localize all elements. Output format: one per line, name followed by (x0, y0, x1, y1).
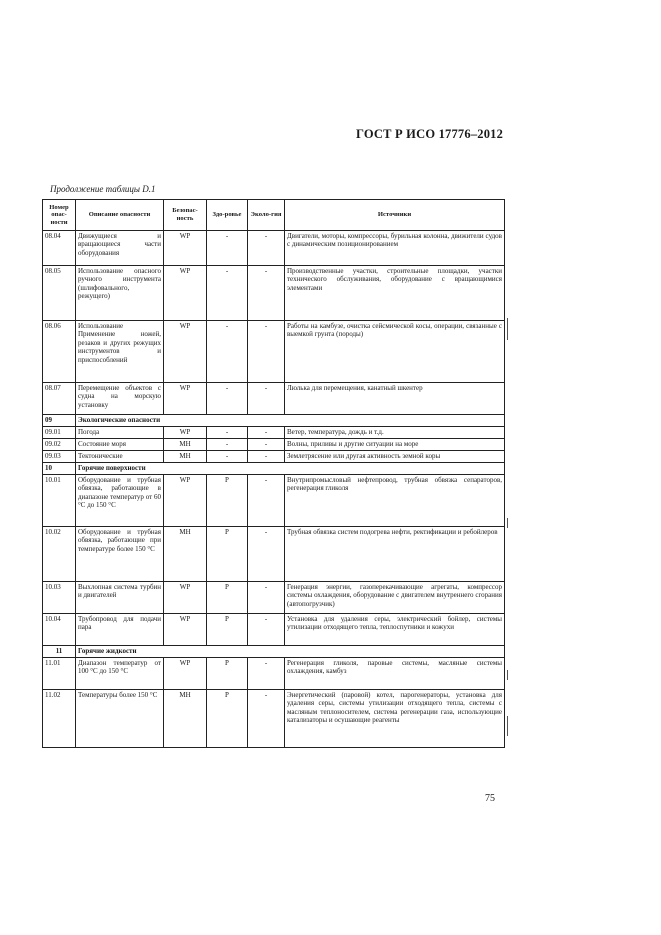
table-row (43, 231, 505, 266)
hazard-description: Использование Применение ножей, резаков и других режущих инструментов и приспособлений (76, 321, 164, 383)
table-row (43, 614, 505, 646)
hazard-sources: Люлька для перемещения, канатный шкентер (285, 383, 505, 415)
hazard-sources: Энергетический (паровой) котел, парогенераторы, установка для удаления серы, системы утилизации отходящего тепла, системы с масляным теплоносителем, система регенерации газа, использующие катализаторы и осушающие реагенты (285, 690, 505, 748)
health-cell: P (207, 658, 248, 690)
safety-cell: MH (164, 690, 207, 748)
hazard-sources: Регенерация гликоля, паровые системы, масляные системы охлаждения, камбуз (285, 658, 505, 690)
hazard-number: 10.01 (43, 475, 76, 527)
safety-cell: MH (164, 439, 207, 451)
change-bar (507, 318, 508, 340)
health-cell: - (207, 439, 248, 451)
safety-cell: WP (164, 582, 207, 614)
section-number: 11 (43, 646, 76, 658)
ecology-cell: - (248, 451, 285, 463)
safety-cell: WP (164, 658, 207, 690)
table-row (43, 527, 505, 582)
table-row (43, 439, 505, 451)
hazard-number: 11.02 (43, 690, 76, 748)
health-cell: P (207, 614, 248, 646)
ecology-cell: - (248, 266, 285, 321)
health-cell: P (207, 527, 248, 582)
hazard-description: Выхлопная система турбин и двигателей (76, 582, 164, 614)
ecology-cell: - (248, 658, 285, 690)
safety-cell: MH (164, 527, 207, 582)
hazard-sources: Трубная обвязка систем подогрева нефти, ректификации и ребойлеров (285, 527, 505, 582)
safety-cell: WP (164, 231, 207, 266)
ecology-cell: - (248, 439, 285, 451)
hazard-description: Состояние моря (76, 439, 164, 451)
health-cell: - (207, 427, 248, 439)
hazard-number: 08.06 (43, 321, 76, 383)
hazard-number: 08.04 (43, 231, 76, 266)
hazard-sources: Волны, приливы и другие ситуации на море (285, 439, 505, 451)
hazard-number: 09.03 (43, 451, 76, 463)
safety-cell: WP (164, 475, 207, 527)
table-caption: Продолжение таблицы D.1 (50, 184, 156, 194)
section-number: 10 (43, 463, 76, 475)
health-cell: P (207, 475, 248, 527)
health-cell: - (207, 383, 248, 415)
table-row (43, 321, 505, 383)
ecology-cell: - (248, 231, 285, 266)
change-bar (507, 518, 508, 528)
ecology-cell: - (248, 321, 285, 383)
table-row (43, 690, 505, 748)
column-header-ecology: Эколо-гия (248, 200, 285, 231)
table-row (43, 451, 505, 463)
hazard-number: 10.03 (43, 582, 76, 614)
section-row (43, 463, 505, 475)
safety-cell: WP (164, 321, 207, 383)
ecology-cell: - (248, 383, 285, 415)
hazard-sources: Установка для удаления серы, электрический бойлер, системы утилизации отходящего тепла, теплоспутники и кожухи (285, 614, 505, 646)
hazard-description: Тектонические (76, 451, 164, 463)
section-title: Горячие жидкости (76, 646, 505, 658)
safety-cell: WP (164, 266, 207, 321)
hazard-description: Температуры более 150 °С (76, 690, 164, 748)
column-header-hazard: Описание опасности (76, 200, 164, 231)
table-row (43, 475, 505, 527)
table-row (43, 383, 505, 415)
ecology-cell: - (248, 527, 285, 582)
ecology-cell: - (248, 582, 285, 614)
hazard-sources: Двигатели, моторы, компрессоры, бурильная колонна, движители судов с динамическим позиционированием (285, 231, 505, 266)
hazard-number: 11.01 (43, 658, 76, 690)
section-title: Горячие поверхности (76, 463, 505, 475)
ecology-cell: - (248, 614, 285, 646)
hazard-sources: Ветер, температура, дождь и т.д. (285, 427, 505, 439)
health-cell: - (207, 266, 248, 321)
hazard-number: 08.07 (43, 383, 76, 415)
hazard-sources: Генерация энергии, газоперекачивающие агрегаты, компрессор системы охлаждения, оборудование с двигателем внутреннего сгорания (автопогрузчик) (285, 582, 505, 614)
column-header-number: Номер опас-ности (43, 200, 76, 231)
health-cell: P (207, 690, 248, 748)
hazard-sources: Внутрипромысловый нефтепровод, трубная обвязка сепараторов, регенерация гликоля (285, 475, 505, 527)
hazard-number: 09.02 (43, 439, 76, 451)
table-header-row (43, 200, 505, 231)
hazard-sources: Землетрясение или другая активность земной коры (285, 451, 505, 463)
ecology-cell: - (248, 427, 285, 439)
hazard-number: 08.05 (43, 266, 76, 321)
column-header-sources: Источники (285, 200, 505, 231)
hazard-description: Использование опасного ручного инструмента (шлифовального, режущего) (76, 266, 164, 321)
hazard-description: Оборудование и трубная обвязка, работающие в диапазоне температур от 60 °С до 150 °С (76, 475, 164, 527)
hazards-table (42, 199, 505, 748)
hazard-description: Диапазон температур от 100 °С до 150 °С (76, 658, 164, 690)
change-bar (507, 716, 508, 736)
ecology-cell: - (248, 475, 285, 527)
document-code: ГОСТ Р ИСО 17776–2012 (356, 127, 504, 141)
hazard-description: Оборудование и трубная обвязка, работающие при температуре более 150 °С (76, 527, 164, 582)
hazard-number: 10.02 (43, 527, 76, 582)
hazard-sources: Производственные участки, строительные площадки, участки технического обслуживания, оборудование с вращающимися элементами (285, 266, 505, 321)
hazard-description: Трубопровод для подачи пара (76, 614, 164, 646)
column-header-health: Здо-ровье (207, 200, 248, 231)
safety-cell: WP (164, 614, 207, 646)
section-title: Экологические опасности (76, 415, 505, 427)
change-bar (507, 670, 508, 680)
safety-cell: WP (164, 383, 207, 415)
health-cell: - (207, 321, 248, 383)
section-row (43, 646, 505, 658)
hazard-description: Перемещение объектов с судна на морскую установку (76, 383, 164, 415)
safety-cell: WP (164, 427, 207, 439)
ecology-cell: - (248, 690, 285, 748)
health-cell: P (207, 582, 248, 614)
section-number: 09 (43, 415, 76, 427)
safety-cell: MH (164, 451, 207, 463)
table-row (43, 266, 505, 321)
health-cell: - (207, 231, 248, 266)
column-header-safety: Безопас-ность (164, 200, 207, 231)
table-row (43, 658, 505, 690)
table-row (43, 582, 505, 614)
hazard-description: Погода (76, 427, 164, 439)
health-cell: - (207, 451, 248, 463)
hazard-number: 09.01 (43, 427, 76, 439)
section-row (43, 415, 505, 427)
table-row (43, 427, 505, 439)
hazard-description: Движущиеся и вращающиеся части оборудования (76, 231, 164, 266)
page-number: 75 (485, 793, 495, 804)
hazard-sources: Работы на камбузе, очистка сейсмической косы, операции, связанные с выемкой грунта (породы) (285, 321, 505, 383)
hazard-number: 10.04 (43, 614, 76, 646)
